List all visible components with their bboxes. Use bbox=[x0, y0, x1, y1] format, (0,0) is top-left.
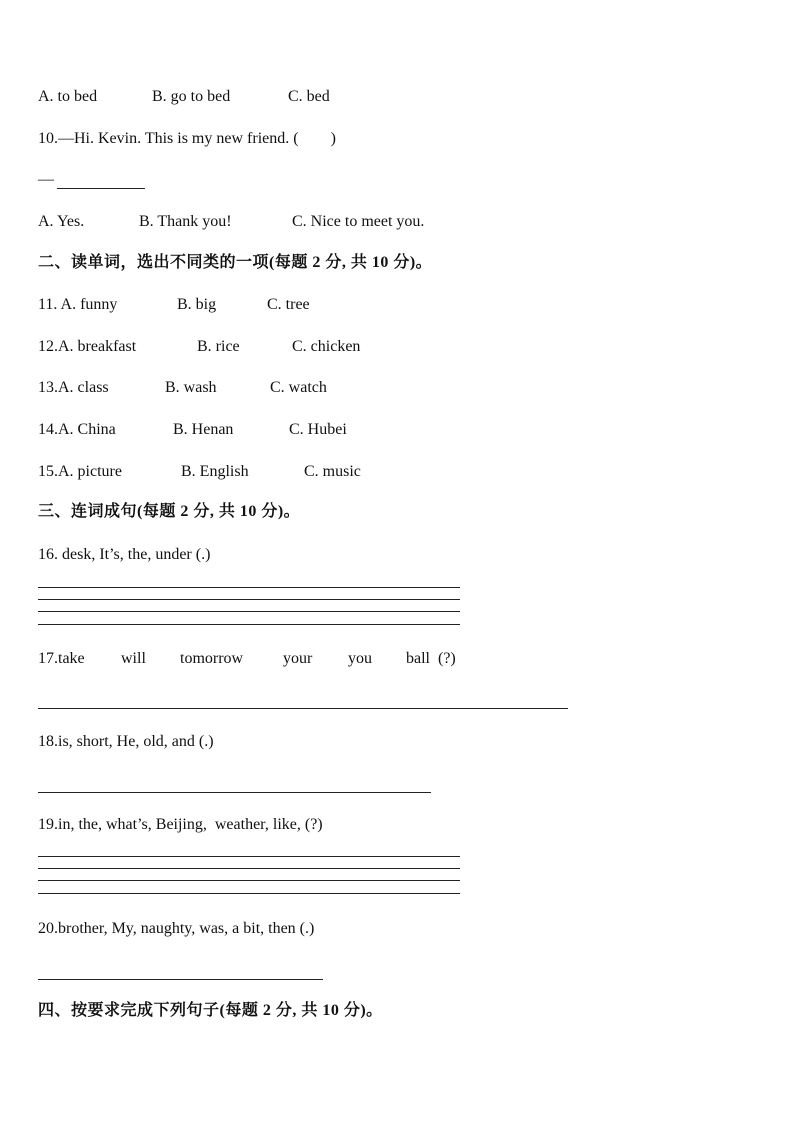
q12-option-a: 12.A. breakfast bbox=[38, 338, 137, 355]
q17-answer-line bbox=[38, 708, 568, 709]
q13-option-b: B. wash bbox=[165, 379, 217, 396]
q13-row bbox=[38, 378, 738, 398]
q9-option-b: B. go to bed bbox=[152, 88, 231, 105]
q18-answer-line bbox=[38, 792, 431, 793]
q11-option-c: C. tree bbox=[267, 296, 310, 313]
q11-row bbox=[38, 295, 738, 315]
q17-word: ball (?) bbox=[406, 650, 456, 667]
q14-row bbox=[38, 420, 738, 440]
q16-answer-line-3 bbox=[38, 611, 460, 612]
q16-answer-line-2 bbox=[38, 599, 460, 600]
q17-word: 17.take bbox=[38, 650, 85, 667]
q15-option-c: C. music bbox=[304, 463, 361, 480]
section3-title: 三、连词成句(每题 2 分, 共 10 分)。 bbox=[38, 503, 301, 520]
q19-prompt: 19.in, the, what’s, Beijing, weather, like, (?) bbox=[38, 816, 323, 833]
q10-options-row bbox=[38, 212, 738, 232]
q19-answer-line-4 bbox=[38, 893, 460, 894]
q10-option-c: C. Nice to meet you. bbox=[292, 213, 425, 230]
q19-answer-line-1 bbox=[38, 856, 460, 857]
q9-options-row bbox=[38, 87, 738, 107]
q12-option-b: B. rice bbox=[197, 338, 240, 355]
q15-option-a: 15.A. picture bbox=[38, 463, 122, 480]
q10-option-a: A. Yes. bbox=[38, 213, 85, 230]
q13-option-a: 13.A. class bbox=[38, 379, 109, 396]
q16-prompt: 16. desk, It’s, the, under (.) bbox=[38, 546, 211, 563]
section2-title: 二、读单词，选出不同类的一项(每题 2 分, 共 10 分)。 bbox=[38, 254, 433, 271]
q14-option-a: 14.A. China bbox=[38, 421, 116, 438]
q10-answer-blank bbox=[57, 188, 145, 189]
q17-word: will bbox=[121, 650, 146, 667]
q11-option-b: B. big bbox=[177, 296, 217, 313]
q17-word: you bbox=[348, 650, 372, 667]
section4-title: 四、按要求完成下列句子(每题 2 分, 共 10 分)。 bbox=[38, 1002, 383, 1019]
q16-answer-line-1 bbox=[38, 587, 460, 588]
q14-option-c: C. Hubei bbox=[289, 421, 347, 438]
q19-answer-line-3 bbox=[38, 880, 460, 881]
q9-option-c: C. bed bbox=[288, 88, 330, 105]
q10-reply-dash: — bbox=[38, 171, 54, 188]
q13-option-c: C. watch bbox=[270, 379, 327, 396]
q20-answer-line bbox=[38, 979, 323, 980]
q17-word: tomorrow bbox=[180, 650, 244, 667]
q16-answer-line-4 bbox=[38, 624, 460, 625]
q20-prompt: 20.brother, My, naughty, was, a bit, then (.) bbox=[38, 920, 315, 937]
q18-prompt: 18.is, short, He, old, and (.) bbox=[38, 733, 214, 750]
q17-prompt bbox=[38, 649, 738, 669]
q10-stem: 10.—Hi. Kevin. This is my new friend. ( ) bbox=[38, 130, 336, 147]
q15-option-b: B. English bbox=[181, 463, 249, 480]
q12-option-c: C. chicken bbox=[292, 338, 361, 355]
q17-word: your bbox=[283, 650, 313, 667]
q11-option-a: 11. A. funny bbox=[38, 296, 118, 313]
q19-answer-line-2 bbox=[38, 868, 460, 869]
q14-option-b: B. Henan bbox=[173, 421, 234, 438]
q15-row bbox=[38, 462, 738, 482]
q12-row bbox=[38, 337, 738, 357]
q10-option-b: B. Thank you! bbox=[139, 213, 232, 230]
q9-option-a: A. to bed bbox=[38, 88, 98, 105]
